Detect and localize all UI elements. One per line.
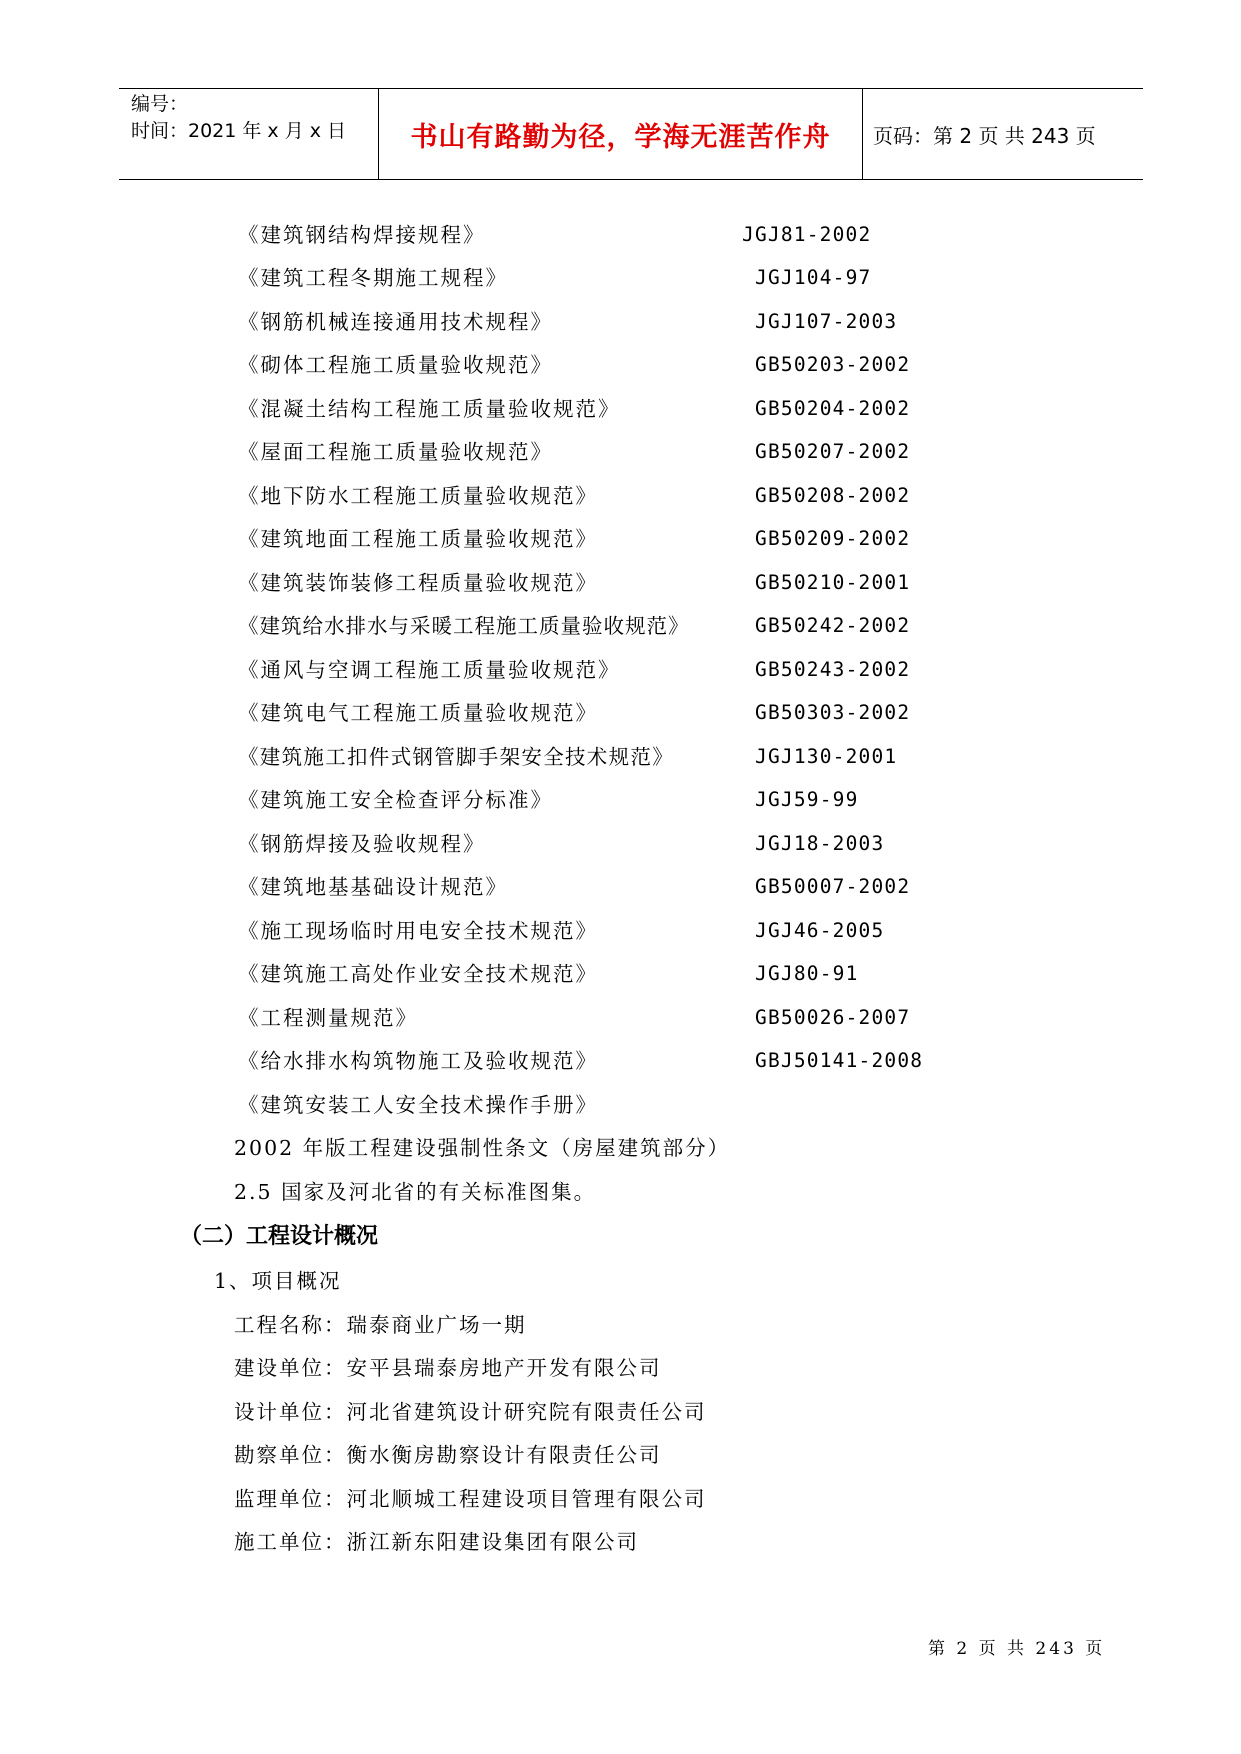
mandatory-provisions-line: 2002 年版工程建设强制性条文（房屋建筑部分） bbox=[234, 1136, 731, 1160]
project-name: 工程名称：瑞泰商业广场一期 bbox=[234, 1313, 527, 1337]
standard-code: GB50203-2002 bbox=[755, 353, 911, 376]
standard-name: 《建筑施工扣件式钢管脚手架安全技术规范》 bbox=[238, 745, 674, 769]
list-item bbox=[0, 698, 1241, 728]
list-item bbox=[0, 524, 1241, 554]
construction-unit: 建设单位：安平县瑞泰房地产开发有限公司 bbox=[234, 1356, 662, 1380]
standard-name: 《建筑地基基础设计规范》 bbox=[238, 875, 508, 899]
list-item bbox=[0, 1003, 1241, 1033]
list-item bbox=[0, 1046, 1241, 1076]
standard-name: 《给水排水构筑物施工及验收规范》 bbox=[238, 1049, 598, 1073]
list-item bbox=[0, 307, 1241, 337]
standard-code: GB50207-2002 bbox=[755, 440, 911, 463]
standard-code: GB50242-2002 bbox=[755, 614, 911, 637]
standard-name: 《钢筋机械连接通用技术规程》 bbox=[238, 310, 553, 334]
supervision-unit: 监理单位：河北顺城工程建设项目管理有限公司 bbox=[234, 1487, 707, 1511]
standard-code: JGJ81-2002 bbox=[742, 223, 872, 246]
list-item bbox=[0, 568, 1241, 598]
header-page-number: 页码：第 2 页 共 243 页 bbox=[873, 123, 1096, 148]
standard-code: GB50026-2007 bbox=[755, 1006, 911, 1029]
standard-code: JGJ18-2003 bbox=[755, 832, 885, 855]
standard-code: GB50243-2002 bbox=[755, 658, 911, 681]
standard-code: GB50007-2002 bbox=[755, 875, 911, 898]
standard-name: 《地下防水工程施工质量验收规范》 bbox=[238, 484, 598, 508]
standard-name: 《建筑钢结构焊接规程》 bbox=[238, 223, 486, 247]
standard-name: 《建筑安装工人安全技术操作手册》 bbox=[238, 1093, 598, 1117]
standard-code: GB50209-2002 bbox=[755, 527, 911, 550]
standard-code: JGJ104-97 bbox=[755, 266, 872, 289]
contractor-unit: 施工单位：浙江新东阳建设集团有限公司 bbox=[234, 1530, 639, 1554]
standard-code: GB50208-2002 bbox=[755, 484, 911, 507]
standard-code: GB50303-2002 bbox=[755, 701, 911, 724]
standard-name: 《建筑给水排水与采暖工程施工质量验收规范》 bbox=[238, 614, 690, 638]
standard-code: GB50210-2001 bbox=[755, 571, 911, 594]
section-title: （二）工程设计概况 bbox=[180, 1224, 379, 1249]
document-number-label: 编号： bbox=[131, 93, 189, 115]
page-header bbox=[119, 88, 1143, 180]
standard-code: GB50204-2002 bbox=[755, 397, 911, 420]
page-footer: 第 2 页 共 243 页 bbox=[928, 1639, 1106, 1659]
survey-unit: 勘察单位：衡水衡房勘察设计有限责任公司 bbox=[234, 1443, 662, 1467]
standard-name: 《建筑地面工程施工质量验收规范》 bbox=[238, 527, 598, 551]
header-meta bbox=[119, 89, 379, 179]
standard-code: GBJ50141-2008 bbox=[755, 1049, 924, 1072]
list-item bbox=[0, 611, 1241, 641]
list-item bbox=[0, 394, 1241, 424]
standard-name: 《建筑施工高处作业安全技术规范》 bbox=[238, 962, 598, 986]
standard-name: 《通风与空调工程施工质量验收规范》 bbox=[238, 658, 621, 682]
standard-name: 《砌体工程施工质量验收规范》 bbox=[238, 353, 553, 377]
document-date: 时间：2021 年 x 月 x 日 bbox=[131, 120, 347, 142]
list-item bbox=[0, 916, 1241, 946]
standard-name: 《屋面工程施工质量验收规范》 bbox=[238, 440, 553, 464]
list-item bbox=[0, 263, 1241, 293]
standard-name: 《钢筋焊接及验收规程》 bbox=[238, 832, 486, 856]
design-unit: 设计单位：河北省建筑设计研究院有限责任公司 bbox=[234, 1400, 707, 1424]
list-item bbox=[0, 220, 1241, 250]
standard-name: 《混凝土结构工程施工质量验收规范》 bbox=[238, 397, 621, 421]
list-item bbox=[0, 350, 1241, 380]
list-item bbox=[0, 959, 1241, 989]
list-item bbox=[0, 785, 1241, 815]
standard-name: 《建筑装饰装修工程质量验收规范》 bbox=[238, 571, 598, 595]
standard-atlas-line: 2.5 国家及河北省的有关标准图集。 bbox=[234, 1180, 597, 1204]
list-item bbox=[0, 481, 1241, 511]
standard-name: 《建筑工程冬期施工规程》 bbox=[238, 266, 508, 290]
standard-code: JGJ46-2005 bbox=[755, 919, 885, 942]
standard-name: 《工程测量规范》 bbox=[238, 1006, 418, 1030]
list-item bbox=[0, 872, 1241, 902]
subsection-title: 1、项目概况 bbox=[214, 1269, 342, 1293]
list-item bbox=[0, 742, 1241, 772]
standard-code: JGJ80-91 bbox=[755, 962, 859, 985]
standard-name: 《施工现场临时用电安全技术规范》 bbox=[238, 919, 598, 943]
list-item bbox=[0, 437, 1241, 467]
standard-code: JGJ130-2001 bbox=[755, 745, 898, 768]
list-item bbox=[0, 1090, 1241, 1120]
list-item bbox=[0, 829, 1241, 859]
standard-name: 《建筑施工安全检查评分标准》 bbox=[238, 788, 553, 812]
header-motto: 书山有路勤为径，学海无涯苦作舟 bbox=[379, 89, 863, 179]
standard-name: 《建筑电气工程施工质量验收规范》 bbox=[238, 701, 598, 725]
standard-code: JGJ59-99 bbox=[755, 788, 859, 811]
standard-code: JGJ107-2003 bbox=[755, 310, 898, 333]
list-item bbox=[0, 655, 1241, 685]
